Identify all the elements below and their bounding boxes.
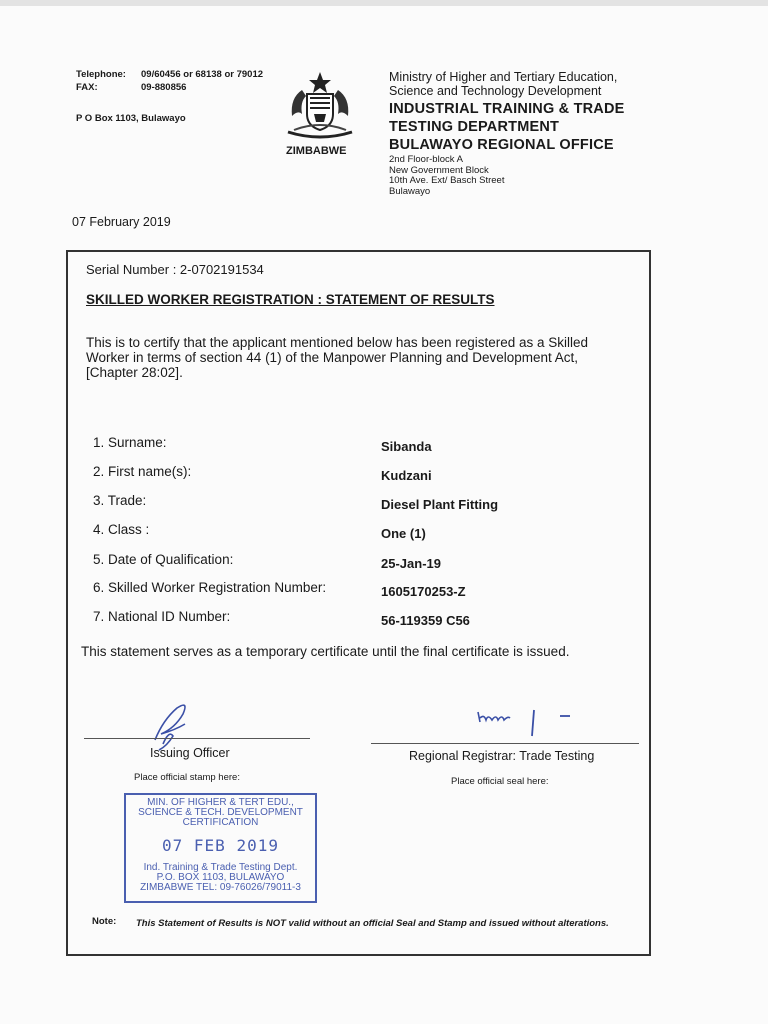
telephone-row [76, 69, 263, 80]
address-line: 2nd Floor-block A [389, 154, 463, 165]
field-value-registration-number: 1605170253-Z [381, 584, 466, 599]
address-line: New Government Block [389, 164, 489, 176]
issuing-officer-title: Issuing Officer [150, 746, 230, 760]
field-value-surname: Sibanda [381, 439, 432, 454]
field-label-trade: 3. Trade: [93, 493, 147, 508]
stamp-date: 07 FEB 2019 [162, 836, 279, 855]
serial-number: Serial Number : 2-0702191534 [86, 262, 264, 277]
statement-heading: SKILLED WORKER REGISTRATION : STATEMENT OF RESULTS [86, 292, 495, 307]
department-line-2: TESTING DEPARTMENT [389, 119, 560, 135]
field-label-qualification-date: 5. Date of Qualification: [93, 552, 234, 567]
fax-label: FAX: [76, 82, 98, 93]
registrar-title: Regional Registrar: Trade Testing [409, 749, 595, 763]
address-line: 10th Ave. Ext/ Basch Street [389, 175, 505, 186]
field-value-class: One (1) [381, 526, 426, 541]
note-label: Note: [92, 916, 117, 927]
ministry-name [389, 70, 617, 98]
stamp-instruction: Place official stamp here: [134, 772, 240, 783]
registrar-signature [476, 704, 576, 740]
stamp-line: ZIMBABWE TEL: 09-76026/79011-3 [140, 882, 301, 893]
field-label-first-names: 2. First name(s): [93, 464, 192, 479]
temporary-certificate-note: This statement serves as a temporary certificate until the final certificate is issued. [81, 644, 570, 659]
officer-signature [145, 700, 205, 752]
po-box: P O Box 1103, Bulawayo [76, 113, 186, 124]
stamp-line: SCIENCE & TECH. DEVELOPMENT [138, 807, 303, 818]
department-line-3: BULAWAYO REGIONAL OFFICE [389, 137, 614, 153]
official-stamp [124, 793, 317, 903]
telephone-label: Telephone: [76, 69, 126, 80]
department-line-1: INDUSTRIAL TRAINING & TRADE [389, 101, 625, 117]
page-top-edge [0, 0, 768, 6]
country-label: ZIMBABWE [286, 145, 347, 157]
fax-row [76, 82, 186, 93]
note-text: This Statement of Results is NOT valid without an official Seal and Stamp and issued without alterations. [136, 918, 609, 929]
telephone-value: 09/60456 or 68138 or 79012 [141, 69, 264, 80]
field-label-national-id: 7. National ID Number: [93, 609, 231, 624]
stamp-line: P.O. BOX 1103, BULAWAYO [156, 872, 285, 883]
coat-of-arms-emblem [280, 70, 360, 142]
stamp-line: Ind. Training & Trade Testing Dept. [143, 862, 298, 873]
field-value-qualification-date: 25-Jan-19 [381, 556, 441, 571]
ministry-line-2: Science and Technology Development [389, 84, 602, 98]
document-date: 07 February 2019 [72, 215, 171, 229]
field-value-national-id: 56-119359 C56 [381, 613, 470, 628]
address-line: Bulawayo [389, 185, 431, 197]
office-address [389, 155, 504, 197]
ministry-line-1: Ministry of Higher and Tertiary Education, [389, 70, 618, 84]
fax-value: 09-880856 [141, 82, 187, 93]
field-label-registration-number: 6. Skilled Worker Registration Number: [93, 580, 327, 595]
registrar-signature-line [371, 743, 639, 744]
field-value-trade: Diesel Plant Fitting [381, 497, 499, 512]
officer-signature-line [84, 738, 310, 739]
field-value-first-names: Kudzani [381, 468, 432, 483]
certification-text: This is to certify that the applicant mentioned below has been registered as a Skilled Worker in terms of section 44 (1) of the Manpower Planning and Development Act, [Chapter 28:02]. [86, 335, 589, 380]
field-label-surname: 1. Surname: [93, 435, 167, 450]
field-label-class: 4. Class : [93, 522, 150, 537]
stamp-line: CERTIFICATION [182, 817, 259, 828]
seal-instruction: Place official seal here: [451, 776, 549, 787]
stamp-line: MIN. OF HIGHER & TERT EDU., [147, 797, 294, 808]
